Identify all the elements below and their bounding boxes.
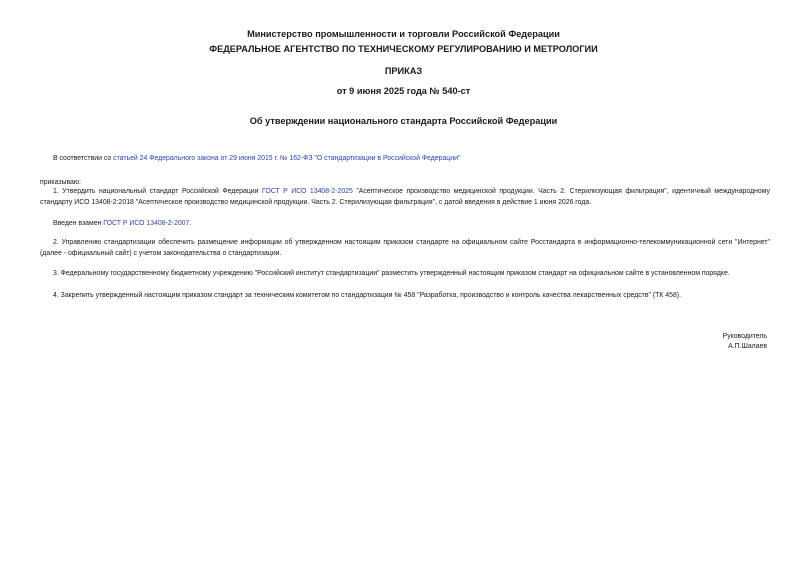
- signature-name: А.П.Шалаев: [728, 343, 767, 350]
- replaced-note: [53, 219, 191, 230]
- gost-2025-link[interactable]: ГОСТ Р ИСО 13408-2-2025: [262, 188, 353, 195]
- preamble: [53, 154, 460, 165]
- doc-subject: Об утверждении национального стандарта Российской Федерации: [249, 116, 558, 126]
- item-2: 2. Управлению стандартизации обеспечить размещение информации об утвержденном настоящим приказом стандарте на официальном сайте Росстандарта в информационно-телекоммуникационной сети "Интернет" (далее - официальный сайт) с учетом законодательства о стандартизации.: [40, 239, 770, 257]
- doc-type: ПРИКАЗ: [384, 66, 423, 76]
- item-1-text-b: "Асептическое производство медицинской продукции. Часть 2. Стерилизующая фильтрация", идентичный международному стандарту ИСО 13408-2:2018 "Асептическое производство медицинской продукции. Часть 2. Стерилизующая фильтрация", с датой введения в действие 1 июня 2026 года.: [40, 188, 770, 206]
- item-4: 4. Закрепить утвержденный настоящим приказом стандарт за техническим комитетом по стандартизации № 458 "Разработка, производство и контроль качества лекарственных средств" (ТК 458).: [53, 292, 681, 299]
- replaced-text-a: Введен взамен: [53, 220, 104, 227]
- item-1: [40, 187, 770, 208]
- item-1-text-a: 1. Утвердить национальный стандарт Российской Федерации: [53, 188, 262, 195]
- signature-title: Руководитель: [722, 333, 767, 340]
- gost-2007-link[interactable]: ГОСТ Р ИСО 13408-2-2007: [103, 220, 190, 227]
- replaced-text-b: .: [189, 220, 192, 227]
- law-link[interactable]: статьей 24 Федерального закона от 29 июня 2015 г. № 162-ФЗ "О стандартизации в Российской Федерации": [113, 155, 461, 162]
- agency-title: ФЕДЕРАЛЬНОЕ АГЕНТСТВО ПО ТЕХНИЧЕСКОМУ РЕГУЛИРОВАНИЮ И МЕТРОЛОГИИ: [209, 44, 598, 54]
- item-3: 3. Федеральному государственному бюджетному учреждению "Российский институт стандартизации" разместить утвержденный настоящим приказом стандарт на официальном сайте в установленном порядке.: [53, 270, 730, 277]
- preamble-lead: В соответствии со: [53, 155, 114, 162]
- doc-date-number: от 9 июня 2025 года № 540-ст: [336, 86, 471, 96]
- order-word: приказываю:: [40, 179, 81, 186]
- ministry-title: Министерство промышленности и торговли Российской Федерации: [247, 29, 560, 39]
